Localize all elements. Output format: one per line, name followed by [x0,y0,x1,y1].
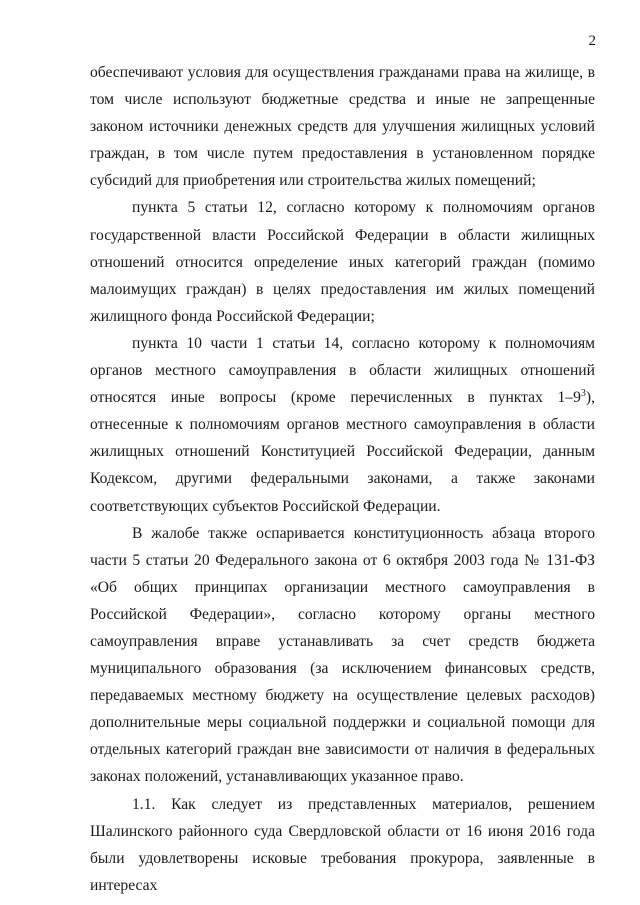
paragraph-text-before-sup: пункта 10 части 1 статьи 14, согласно которому к полномочиям органов местного самоуправления в области жилищных отношений относятся иные вопросы (кроме перечисленных в пунктах 1–9 [90,334,595,407]
paragraph-continuation: обеспечивают условия для осуществления гражданами права на жилище, в том числе используют бюджетные средства и иные не запрещенные законом источники денежных средств для улучшения жилищных условий граждан, в том числе путем предоставления в установленном порядке субсидий для приобретения или строительства жилых помещений; [90,64,595,190]
document-body [90,59,595,899]
paragraph-item-12-5: пункта 5 статьи 12, согласно которому к полномочиям органов государственной власти Российской Федерации в области жилищных отношений относится определение иных категорий граждан (помимо малоимущих граждан) в целях предоставления им жилых помещений жилищного фонда Российской Федерации; [90,199,595,325]
paragraph-item-14-1-10 [90,330,595,520]
paragraph-section-1-1: 1.1. Как следует из представленных материалов, решением Шалинского районного суда Свердловской области от 16 июня 2016 года были удовлетворены исковые требования прокурора, заявленные в интересах [90,795,595,894]
paragraph-text-after-sup: ), отнесенные к полномочиям органов местного самоуправления в области жилищных отношений Конституцией Российской Федерации, данным Кодексом, другими федеральными законами, а также законами соответствующих субъектов Российской Федерации. [90,389,595,515]
superscript-mark: 3 [580,387,586,399]
page-number: 2 [588,33,596,49]
paragraph-complaint-131fz: В жалобе также оспаривается конституционность абзаца второго части 5 статьи 20 Федерального закона от 6 октября 2003 года № 131-ФЗ «Об общих принципах организации местного самоуправления в Российской Федерации», согласно которому органы местного самоуправления вправе устанавливать за счет средств бюджета муниципального образования (за исключением финансовых средств, передаваемых местному бюджету на осуществление целевых расходов) дополнительные меры социальной поддержки и социальной помощи для отдельных категорий граждан вне зависимости от наличия в федеральных законах положений, устанавливающих указанное право. [90,524,595,786]
